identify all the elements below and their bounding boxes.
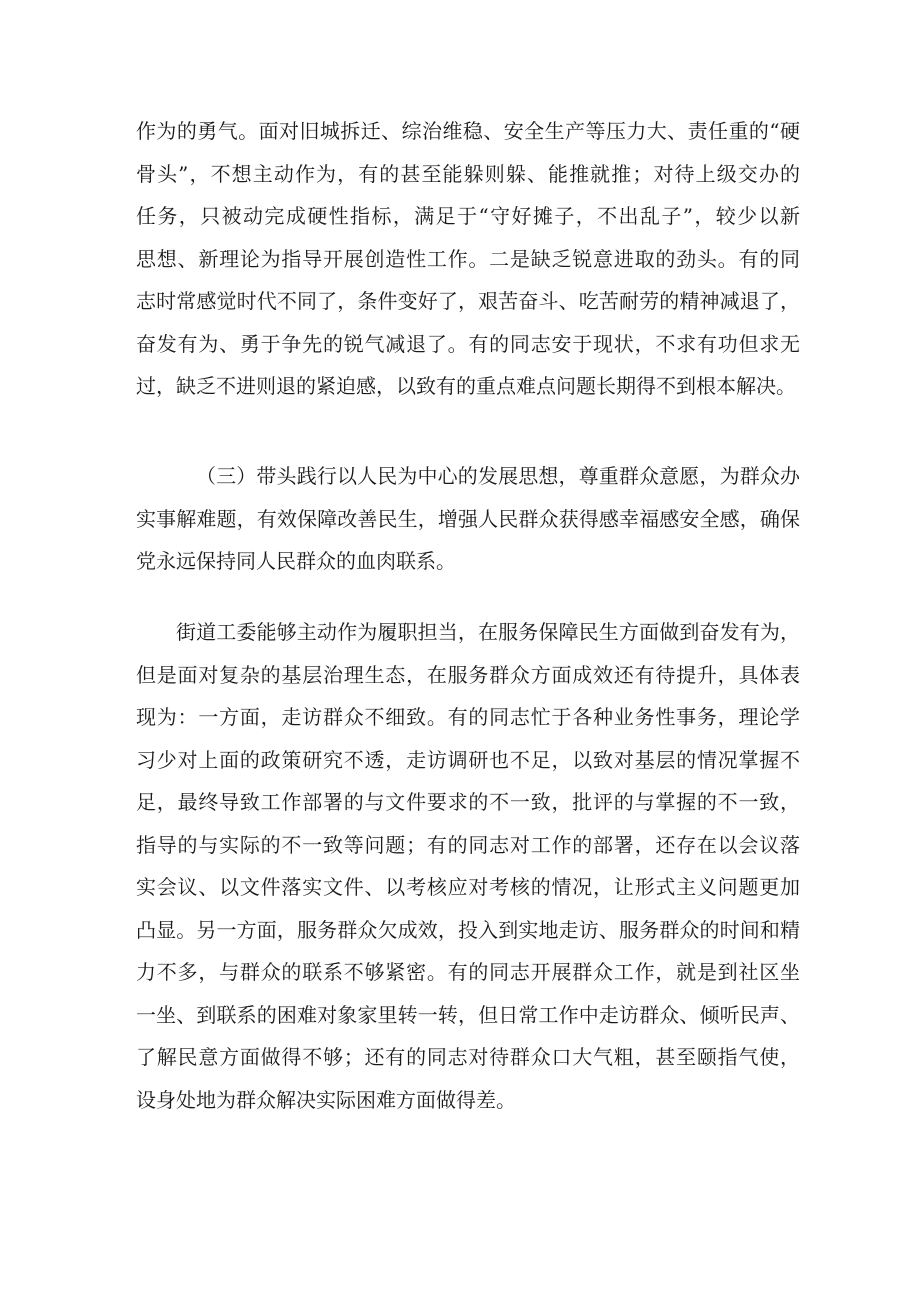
text-line: 但是面对复杂的基层治理生态，在服务群众方面成效还有待提升，具体表 [136,662,800,687]
text-line: 作为的勇气。面对旧城拆迁、综治维稳、安全生产等压力大、责任重的“硬 [136,119,800,143]
text-line: （三）带头践行以人民为中心的发展思想，尊重群众意愿，为群众办 [196,464,800,488]
text-line: 街道工委能够主动作为履职担当，在服务保障民生方面做到奋发有为， [176,620,800,644]
text-line: 现为：一方面，走访群众不细致。有的同志忙于各种业务性事务，理论学 [136,705,800,729]
text-line: 实事解难题，有效保障改善民生，增强人民群众获得感幸福感安全感，确保 [136,506,800,531]
text-line: 凸显。另一方面，服务群众欠成效，投入到实地走访、服务群众的时间和精 [136,917,800,942]
text-line: 指导的与实际的不一致等问题；有的同志对工作的部署，还存在以会议落 [136,832,800,857]
text-line: 过，缺乏不进则退的紧迫感，以致有的重点难点问题长期得不到根本解决。 [136,374,796,398]
text-line: 骨头”，不想主动作为，有的甚至能躲则躲、能推就推；对待上级交办的 [136,161,800,186]
paragraph-continuation [136,110,800,408]
text-line: 任务，只被动完成硬性指标，满足于“守好摊子，不出乱子”，较少以新 [136,204,800,228]
text-line: 足，最终导致工作部署的与文件要求的不一致，批评的与掌握的不一致， [136,790,800,814]
text-line: 志时常感觉时代不同了，条件变好了，艰苦奋斗、吃苦耐劳的精神减退了， [136,289,800,313]
text-line: 思想、新理论为指导开展创造性工作。二是缺乏锐意进取的劲头。有的同 [136,246,800,271]
text-line: 了解民意方面做得不够；还有的同志对待群众口大气粗，甚至颐指气使， [136,1045,800,1069]
paragraph-body [136,611,800,1121]
text-line: 习少对上面的政策研究不透，走访调研也不足，以致对基层的情况掌握不 [136,747,800,772]
text-line: 党永远保持同人民群众的血肉联系。 [136,549,456,573]
text-line: 一坐、到联系的困难对象家里转一转，但日常工作中走访群众、倾听民声、 [136,1002,800,1027]
text-line: 奋发有为、勇于争先的锐气减退了。有的同志安于现状，不求有功但求无 [136,331,800,356]
text-line: 设身处地为群众解决实际困难方面做得差。 [136,1087,516,1112]
text-line: 实会议、以文件落实文件、以考核应对考核的情况，让形式主义问题更加 [136,875,800,899]
text-line: 力不多，与群众的联系不够紧密。有的同志开展群众工作，就是到社区坐 [136,960,800,984]
section-heading-three [136,455,800,583]
